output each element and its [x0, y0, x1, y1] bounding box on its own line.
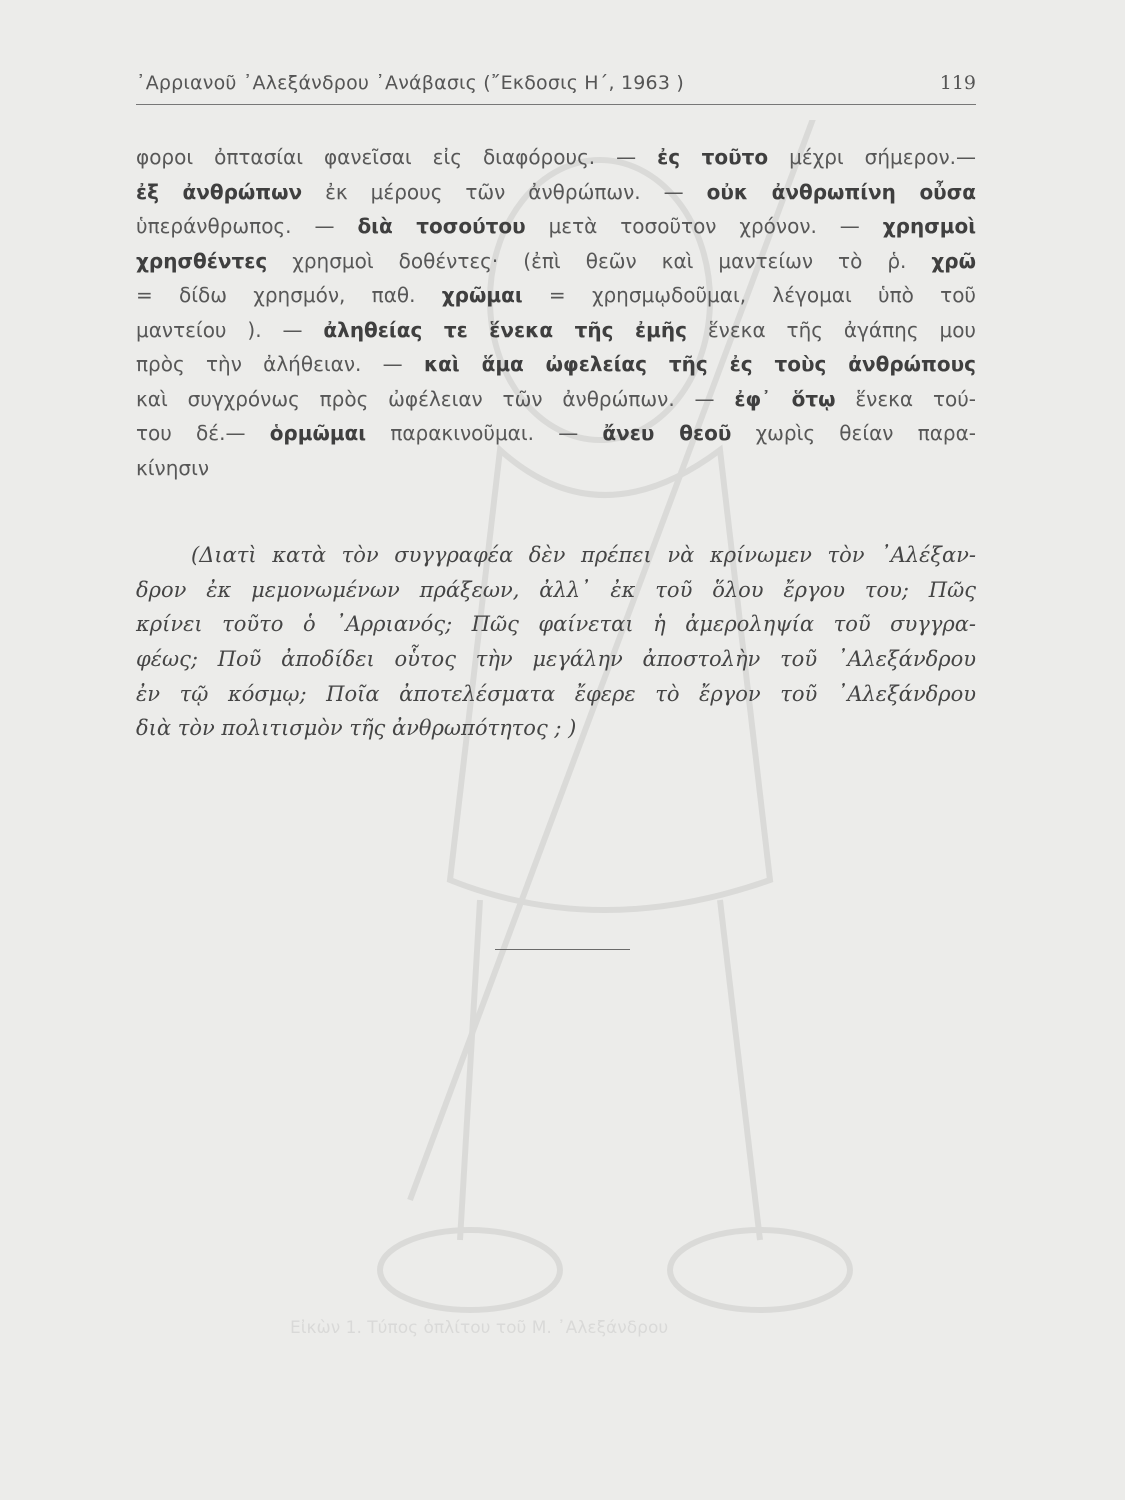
glossary-gloss: = χρησμῳδοῦμαι, λέγομαι ὑπὸ τοῦ	[548, 283, 977, 307]
glossary-gloss: πρὸς τὴν ἀλήθειαν. —	[136, 352, 403, 376]
glossary-term: ἐφ᾿ ὅτῳ	[734, 386, 836, 411]
glossary-line	[136, 209, 976, 244]
glossary-term: χρησθέντες	[136, 248, 268, 273]
glossary-gloss: παρακινοῦμαι. —	[390, 421, 579, 445]
study-questions	[136, 538, 976, 746]
glossary-line	[136, 313, 976, 348]
glossary-term: οὐκ ἀνθρωπίνη οὖσα	[706, 179, 977, 204]
glossary-gloss: χρησμοὶ δοθέντες· (ἐπὶ θεῶν καὶ μαντείων τὸ ῥ.	[292, 248, 907, 273]
glossary-gloss: κίνησιν	[136, 455, 210, 480]
glossary-term: καὶ ἅμα ὠφελείας τῆς ἐς τοὺς ἀνθρώπους	[423, 352, 976, 376]
section-end-rule	[495, 949, 630, 950]
glossary-line	[136, 140, 976, 175]
page-number: 119	[939, 72, 976, 94]
glossary-term: χρῶμαι	[441, 283, 523, 307]
glossary-line	[136, 244, 976, 279]
question-line: διὰ τὸν πολιτισμὸν τῆς ἀνθρωπότητος ; )	[136, 716, 577, 741]
bleed-through-caption: Εἰκὼν 1. Τύπος ὁπλίτου τοῦ Μ. ᾿Αλεξάνδρου	[290, 1318, 669, 1338]
glossary-term: ἀληθείας τε ἕνεκα τῆς ἐμῆς	[323, 317, 687, 342]
glossary-paragraph	[136, 140, 976, 485]
glossary-gloss: μαντείου ). —	[136, 317, 303, 342]
glossary-line	[136, 278, 976, 313]
glossary-gloss: καὶ συγχρόνως πρὸς ὠφέλειαν τῶν ἀνθρώπων. —	[136, 386, 715, 411]
glossary-gloss: ἕνεκα τῆς ἀγάπης μου	[707, 317, 977, 342]
glossary-term: χρησμοὶ	[882, 214, 977, 238]
question-line: φέως; Ποῦ ἀποδίδει οὗτος τὴν μεγάλην ἀποστολὴν τοῦ ᾿Αλεξάνδρου	[136, 647, 976, 672]
question-line: δρον ἐκ μεμονωμένων πράξεων, ἀλλ᾿ ἐκ τοῦ ὅλου ἔργου του; Πῶς	[136, 577, 976, 602]
glossary-line	[136, 416, 976, 451]
glossary-line	[136, 175, 976, 210]
question-line: κρίνει τοῦτο ὁ ᾿Αρριανός; Πῶς φαίνεται ἡ ἀμεροληψία τοῦ συγγρα-	[136, 612, 976, 637]
glossary-gloss: ὑπεράνθρωπος. —	[136, 214, 335, 238]
header-rule	[136, 104, 976, 105]
glossary-term: ἐς τοῦτο	[657, 145, 769, 169]
question-line: (Διατὶ κατὰ τὸν συγγραφέα δὲν πρέπει νὰ κρίνωμεν τὸν ᾿Αλέξαν-	[191, 543, 976, 567]
glossary-term: διὰ τοσούτου	[357, 214, 526, 238]
glossary-gloss: του δέ.—	[136, 421, 246, 445]
glossary-term: χρῶ	[931, 248, 977, 273]
question-line: ἐν τῷ κόσμῳ; Ποῖα ἀποτελέσματα ἔφερε τὸ ἔργον τοῦ ᾿Αλεξάνδρου	[136, 681, 976, 706]
glossary-line	[136, 347, 976, 382]
glossary-gloss: ἐκ μέρους τῶν ἀνθρώπων. —	[325, 179, 684, 204]
glossary-term: ἐξ ἀνθρώπων	[136, 179, 303, 204]
glossary-term: ἄνευ θεοῦ	[602, 421, 732, 445]
glossary-gloss: ἕνεκα τού-	[855, 386, 977, 411]
glossary-gloss: χωρὶς θείαν παρα-	[755, 421, 977, 445]
glossary-line	[136, 451, 976, 486]
glossary-gloss: φοροι ὀπτασίαι φανεῖσαι εἰς διαφόρους. —	[136, 145, 637, 169]
glossary-gloss: = δίδω χρησμόν, παθ.	[136, 283, 416, 307]
running-head	[136, 72, 976, 102]
glossary-gloss: μετὰ τοσοῦτον χρόνον. —	[548, 214, 860, 238]
glossary-gloss: μέχρι σήμερον.—	[789, 145, 977, 169]
glossary-line	[136, 382, 976, 417]
running-head-title: ᾿Αρριανοῦ ᾿Αλεξάνδρου ᾿Ανάβασις (῎Εκδοσις Η΄, 1963 )	[136, 72, 684, 94]
glossary-term: ὁρμῶμαι	[269, 421, 367, 445]
